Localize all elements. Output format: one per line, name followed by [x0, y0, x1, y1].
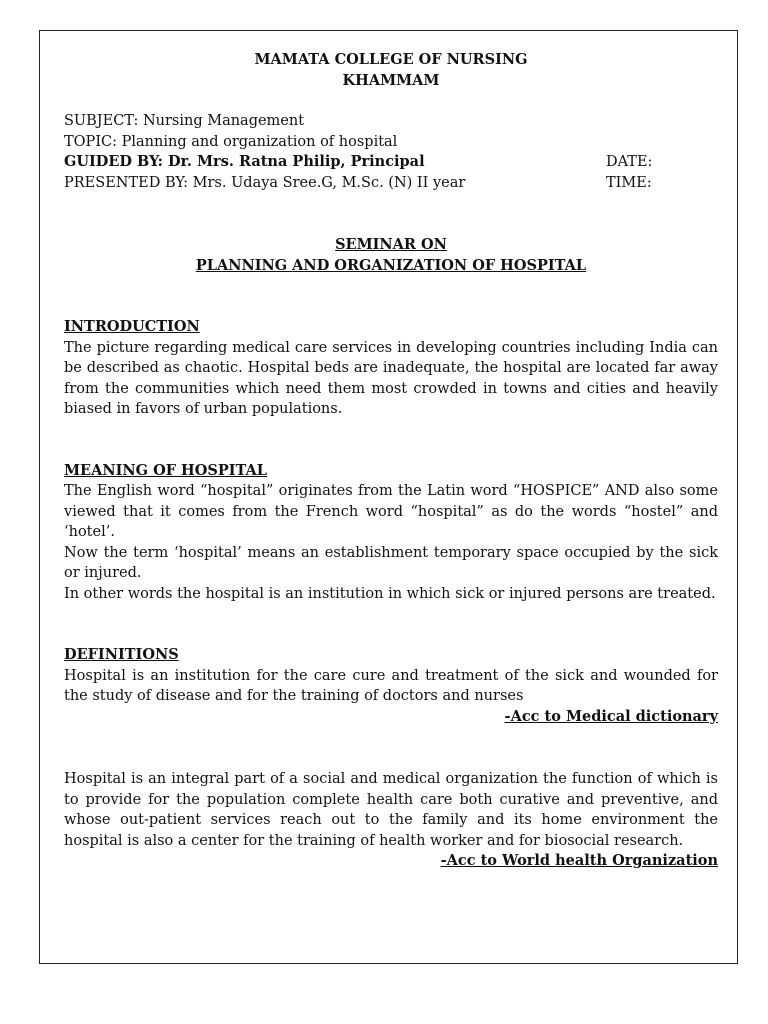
introduction-text: The picture regarding medical care services in developing countries including India can be described as chaotic. Hospital beds are inadequate, the hospital are located far away from the communities which need them most crowded in towns and cities and heavily biased in favors of urban populations. [64, 339, 718, 417]
document-body [64, 50, 718, 872]
seminar-heading: SEMINAR ON [335, 236, 447, 253]
guided-row [64, 152, 718, 173]
time-label: TIME: [606, 174, 652, 191]
introduction-title: INTRODUCTION [64, 318, 200, 335]
presented-row [64, 173, 718, 194]
seminar-title: PLANNING AND ORGANIZATION OF HOSPITAL [195, 256, 587, 274]
meaning-paragraph-1: The English word “hospital” originates from the Latin word “HOSPICE” AND also some viewed that it comes from the French word “hospital” as do the words “hostel” and ‘hotel’. [64, 483, 718, 540]
guided-by-line: GUIDED BY: Dr. Mrs. Ratna Philip, Principal [64, 153, 425, 170]
definition-1-text: Hospital is an institution for the care cure and treatment of the sick and wounded for the study of disease and for the training of doctors and nurses [64, 667, 718, 704]
subject-line: SUBJECT: Nursing Management [64, 113, 305, 129]
date-label: DATE: [606, 154, 653, 170]
meaning-paragraph-2: Now the term ‘hospital’ means an establishment temporary space occupied by the sick or injured. [64, 544, 718, 581]
definition-2-source: -Acc to World health Organization [440, 852, 718, 869]
definition-1-source: -Acc to Medical dictionary [504, 707, 718, 725]
college-city: KHAMMAM [342, 71, 440, 89]
meaning-paragraph-3: In other words the hospital is an institution in which sick or injured persons are treated. [64, 585, 716, 602]
definitions-title: DEFINITIONS [64, 646, 179, 663]
definition-2-text: Hospital is an integral part of a social and medical organization the function of which is to provide for the population complete health care both curative and preventive, and whose out-patient services reach out to the family and its home environment the hospital is also a center for the training of health worker and for biosocial research. [64, 771, 718, 849]
topic-line: TOPIC: Planning and organization of hospital [64, 133, 398, 150]
meaning-title: MEANING OF HOSPITAL [64, 461, 267, 479]
presented-by-line: PRESENTED BY: Mrs. Udaya Sree.G, M.Sc. (N) II year [64, 174, 466, 191]
college-name: MAMATA COLLEGE OF NURSING [254, 51, 528, 68]
